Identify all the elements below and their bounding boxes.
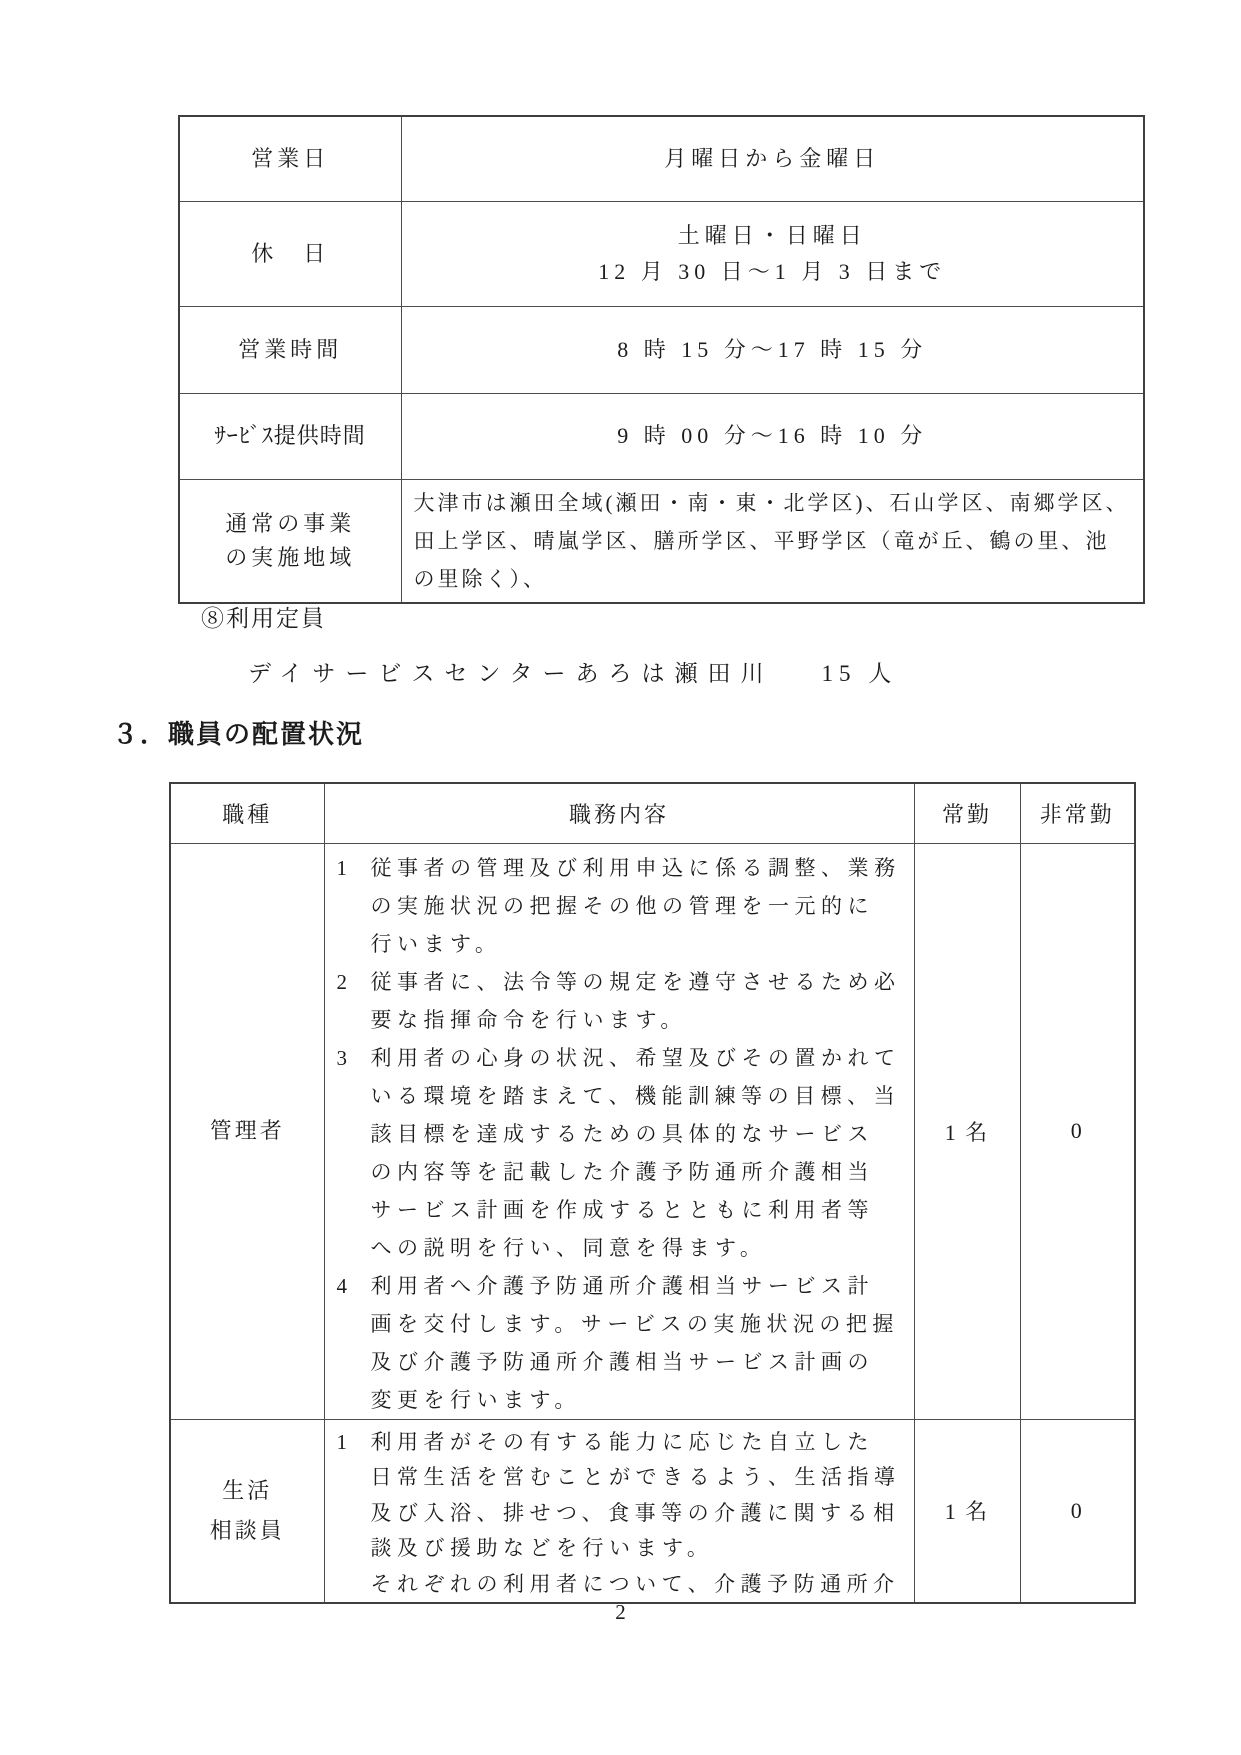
capacity-line <box>248 655 897 688</box>
job-line: 管理者 <box>209 1118 285 1143</box>
duty-number: 4 <box>336 1273 347 1298</box>
fulltime-count: 1 名 <box>914 1419 1020 1603</box>
duty-description <box>324 843 914 1419</box>
value-line: 月曜日から金曜日 <box>664 145 881 171</box>
duty-number: 1 <box>336 1429 347 1454</box>
holidays-value <box>401 201 1144 306</box>
table-row <box>179 201 1144 306</box>
value-line: 12 月 30 日～1 月 3 日まで <box>598 258 947 284</box>
table-row <box>179 116 1144 201</box>
table-header-row <box>170 783 1135 843</box>
table-row <box>179 393 1144 479</box>
service-area-label <box>179 479 401 603</box>
duty-text: それぞれの利用者について、介護予防通所介 <box>370 1571 900 1596</box>
col-header-duty: 職務内容 <box>324 783 914 843</box>
table-row-counselor <box>170 1419 1135 1603</box>
page-number: 2 <box>615 1600 626 1624</box>
duty-text: 利用者の心身の状況、希望及びその置かれて いる環境を踏まえて、機能訓練等の目標、当 該目標を達成するための具体的なサービス の内容等を記載した介護予防通所介護相当 サービス計画を作成するとともに利用者等 への説明を行い、同意を得ます。 <box>370 1045 901 1260</box>
duty-description <box>324 1419 914 1603</box>
parttime-count: 0 <box>1020 843 1135 1419</box>
service-hours-value <box>401 393 1144 479</box>
duty-number: 2 <box>336 969 347 994</box>
duty-text: 従事者の管理及び利用申込に係る調整、業務 の実施状況の把握その他の管理を一元的に 行います。 <box>370 855 901 956</box>
label-line: の実施地域 <box>225 544 356 570</box>
business-days-label: 営業日 <box>179 116 401 201</box>
duty-text: 従事者に、法令等の規定を遵守させるため必 要な指揮命令を行います。 <box>370 969 901 1032</box>
value-line: 土曜日・日曜日 <box>677 222 867 248</box>
staffing-table <box>169 782 1136 1604</box>
table-row <box>179 479 1144 603</box>
service-area-value <box>401 479 1144 603</box>
value-line: 8 時 15 分～17 時 15 分 <box>617 336 928 362</box>
job-line: 相談員 <box>209 1517 285 1543</box>
holidays-label: 休 日 <box>179 201 401 306</box>
duty-text: 利用者へ介護予防通所介護相当サービス計 画を交付します。サービスの実施状況の把握 及び介護予防通所介護相当サービス計画の 変更を行います。 <box>370 1273 899 1412</box>
duty-item <box>335 963 908 1039</box>
table-row-manager <box>170 843 1135 1419</box>
duty-item <box>335 1267 908 1419</box>
col-header-job: 職種 <box>170 783 324 843</box>
value-line: の里除く）、 <box>413 566 547 591</box>
capacity-heading: ⑧利用定員 <box>201 606 326 631</box>
job-title <box>170 1419 324 1603</box>
parttime-count: 0 <box>1020 1419 1135 1603</box>
fulltime-count: 1 名 <box>914 843 1020 1419</box>
service-hours-label: ｻｰﾋﾞｽ提供時間 <box>179 393 401 479</box>
business-days-value <box>401 116 1144 201</box>
duty-item <box>335 1567 908 1603</box>
col-header-fulltime: 常勤 <box>914 783 1020 843</box>
duty-item <box>335 1039 908 1267</box>
duty-item <box>335 849 908 963</box>
table-row <box>179 306 1144 393</box>
duty-text: 利用者がその有する能力に応じた自立した 日常生活を営むことができるよう、生活指導 及び入浴、排せつ、食事等の介護に関する相 談及び援助などを行います。 <box>370 1429 901 1560</box>
label-line: 通常の事業 <box>225 510 356 536</box>
duty-number: 3 <box>336 1045 347 1070</box>
business-hours-value <box>401 306 1144 393</box>
duty-item <box>335 1425 908 1567</box>
job-line: 生活 <box>222 1477 273 1503</box>
job-title <box>170 843 324 1419</box>
facility-name: デイサービスセンターあろは瀬田川 <box>248 661 774 686</box>
business-hours-label: 営業時間 <box>179 306 401 393</box>
value-line: 田上学区、晴嵐学区、膳所学区、平野学区（竜が丘、鶴の里、池 <box>413 528 1110 553</box>
value-line: 大津市は瀬田全域(瀬田・南・東・北学区)、石山学区、南郷学区、 <box>413 490 1130 515</box>
col-header-parttime: 非常勤 <box>1020 783 1135 843</box>
duty-number: 1 <box>336 855 347 880</box>
value-line: 9 時 00 分～16 時 10 分 <box>617 423 928 448</box>
capacity-count: 15 人 <box>821 661 898 686</box>
business-info-table <box>178 115 1145 604</box>
section3-heading: ３．職員の配置状況 <box>112 719 365 749</box>
